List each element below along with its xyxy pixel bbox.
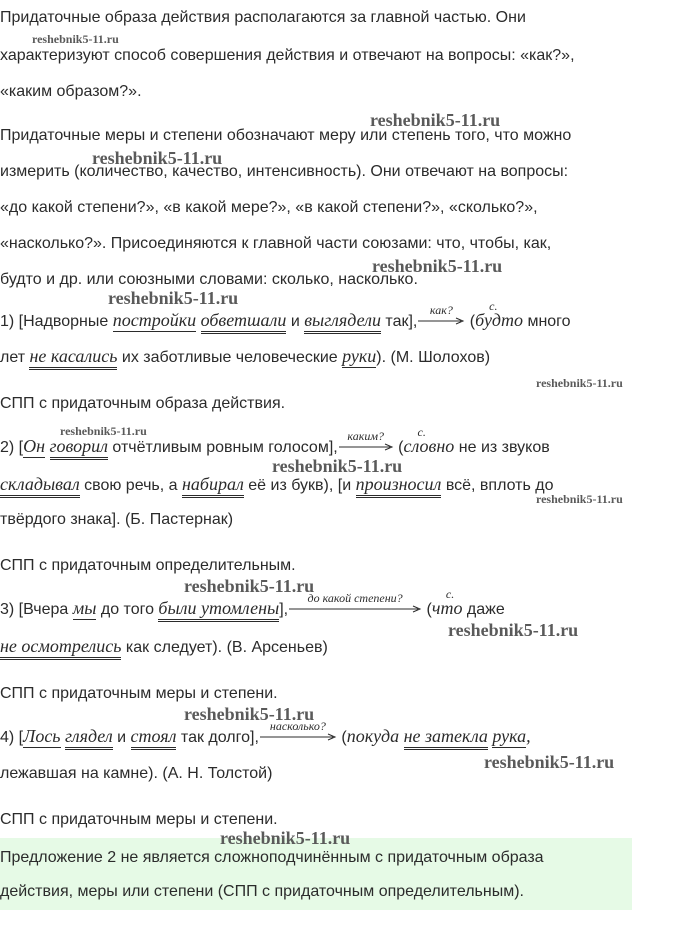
question-arrow [417, 303, 465, 326]
subject-word: постройки [112, 310, 197, 330]
example-2-line1: 2) [Он говорил отчётливым ровным голосом], каким? ( с. словно не из звуков [0, 436, 550, 458]
subject-word: рука [492, 726, 527, 746]
predicate-word: не затекла [404, 726, 488, 750]
example-1-line1: 1) [Надворные постройки обветшали и выглядели так], как? ( с. будто много [0, 310, 571, 332]
watermark: reshebnik5-11.ru [32, 32, 119, 46]
example-2-line3: твёрдого знака]. (Б. Пастернак) [0, 511, 234, 528]
theory-p1-line2: характеризуют способ совершения действия и отвечают на вопросы: «как?», [0, 47, 575, 64]
theory-p2-line3: «до какой степени?», «в какой мере?», «в какой степени?», «сколько?», [0, 199, 538, 216]
predicate-word: были утомлены [158, 598, 279, 622]
conjunction: с. что [432, 598, 463, 620]
example-4-result: СПП с придаточным меры и степени. [0, 811, 278, 828]
watermark: reshebnik5-11.ru [484, 752, 615, 772]
conjunction: с. словно [404, 436, 455, 458]
watermark: reshebnik5-11.ru [60, 424, 147, 438]
example-2-line2: складывал свою речь, а набирал её из букв), [и произносил всё, вплоть до [0, 474, 554, 496]
question-label: до какой степени? [307, 591, 403, 605]
conjunction: покуда [346, 726, 400, 746]
watermark: reshebnik5-11.ru [108, 288, 239, 308]
predicate-word: складывал [0, 474, 80, 498]
theory-p2-line1: Придаточные меры и степени обозначают меру или степень того, что можно [0, 127, 572, 144]
watermark: reshebnik5-11.ru [372, 256, 503, 276]
predicate-word: не осмотрелись [0, 636, 121, 660]
watermark: reshebnik5-11.ru [536, 376, 623, 390]
theory-p2-line5: будто и др. или союзными словами: сколько, насколько. [0, 271, 418, 288]
subject-word: мы [72, 598, 97, 618]
conjunction: с. будто [475, 310, 523, 332]
conjunction-mark: с. [417, 425, 426, 439]
example-3-line2: не осмотрелись как следует). (В. Арсеньев) [0, 636, 328, 658]
conjunction-mark: с. [445, 587, 455, 601]
predicate-word: произносил [356, 474, 442, 498]
example-1-line2: лет не касались их заботливые человеческие руки). (М. Шолохов) [0, 346, 490, 368]
watermark: reshebnik5-11.ru [184, 704, 315, 724]
question-arrow [259, 719, 337, 742]
predicate-word: не касались [29, 346, 117, 370]
predicate-word: выглядели [304, 310, 381, 334]
subject-word: Лось [23, 726, 61, 746]
watermark: reshebnik5-11.ru [370, 110, 501, 130]
predicate-word: набирал [182, 474, 244, 498]
conjunction-mark: с. [489, 299, 498, 313]
theory-p2-line2: измерить (количество, качество, интенсивность). Они отвечают на вопросы: [0, 163, 569, 180]
question-arrow [338, 429, 394, 452]
watermark: reshebnik5-11.ru [184, 576, 315, 596]
conclusion-line2: действия, меры или степени (СПП с придаточным определительным). [0, 883, 524, 900]
watermark: reshebnik5-11.ru [448, 620, 579, 640]
predicate-word: говорил [50, 436, 108, 460]
predicate-word: стоял [131, 726, 177, 750]
predicate-word: глядел [65, 726, 113, 750]
watermark: reshebnik5-11.ru [220, 828, 351, 848]
theory-p1-line1: Придаточные образа действия располагаются за главной частью. Они [0, 9, 526, 26]
example-1-result: СПП с придаточным образа действия. [0, 395, 286, 412]
watermark: reshebnik5-11.ru [92, 148, 223, 168]
watermark: reshebnik5-11.ru [536, 492, 623, 506]
watermark: reshebnik5-11.ru [272, 456, 403, 476]
subject-word: Он [23, 436, 46, 456]
example-4-line1: 4) [Лось глядел и стоял так долго], насколько? ( покуда не затекла рука, [0, 726, 531, 748]
question-label: как? [429, 303, 453, 317]
question-label: каким? [347, 429, 385, 443]
question-arrow [288, 591, 422, 614]
theory-p1-line3: «каким образом?». [0, 83, 142, 100]
predicate-word: обветшали [201, 310, 287, 334]
example-4-line2: лежавшая на камне). (А. Н. Толстой) [0, 765, 273, 782]
theory-p2-line4: «насколько?». Присоединяются к главной части союзами: что, чтобы, как, [0, 235, 552, 252]
conclusion-line1: Предложение 2 не является сложноподчинённым с придаточным образа [0, 849, 544, 866]
example-3-line1: 3) [Вчера мы до того были утомлены], до какой степени? ( с. что даже [0, 598, 505, 620]
example-2-result: СПП с придаточным определительным. [0, 557, 296, 574]
question-label: насколько? [269, 719, 326, 733]
example-3-result: СПП с придаточным меры и степени. [0, 685, 278, 702]
subject-word: руки [342, 346, 377, 366]
